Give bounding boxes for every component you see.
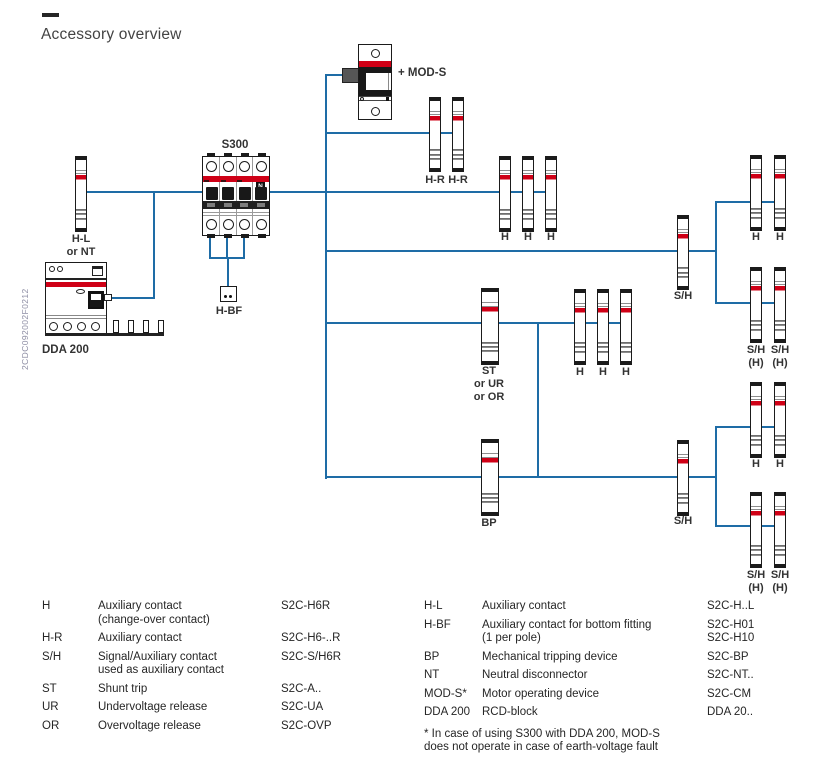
connection-tab: [104, 294, 112, 301]
test-button: [76, 289, 85, 294]
pole-marking: [221, 180, 226, 182]
terminal-screw: [63, 322, 72, 331]
latch-mark: [386, 97, 389, 101]
legend-part-line: S2C-NT..: [707, 669, 754, 681]
legend-row: [42, 632, 417, 646]
legend-part: [281, 720, 332, 734]
legend-desc-line: Overvoltage release: [98, 719, 201, 732]
wire-upper-split: [715, 201, 717, 304]
terminal-screw: [206, 219, 217, 230]
label-dda200: DDA 200: [42, 344, 89, 356]
label-or-nt: or NT: [66, 246, 96, 258]
label-h-r: H-R: [425, 174, 445, 186]
legend-part: [707, 669, 754, 683]
label-s-h: S/H: [770, 344, 790, 356]
mods-knob: [342, 68, 359, 83]
label-s-h-sub: (H): [748, 357, 764, 369]
legend-term: NT: [424, 669, 440, 681]
label-s-h: S/H: [746, 344, 766, 356]
legend-row: [42, 683, 417, 697]
busbar-tooth: [143, 320, 149, 333]
legend-part-line: S2C-UA: [281, 701, 324, 713]
legend-part-line: S2C-BP: [707, 650, 749, 663]
legend-term: ST: [42, 682, 57, 695]
side-line: [388, 73, 389, 90]
wire-upper-h-line: [715, 201, 780, 203]
legend-part: [281, 632, 340, 646]
top-tab: [92, 266, 103, 276]
legend-desc-line: Motor operating device: [482, 687, 599, 700]
toggle-handle: [239, 187, 251, 200]
din-clip: [258, 234, 266, 238]
panel-line: [203, 212, 269, 213]
toggle-handle: [255, 187, 267, 200]
busbar-window: [257, 203, 265, 207]
module-h-a2: [522, 156, 534, 232]
legend-desc-line: Auxiliary contact: [98, 632, 182, 644]
module-h-r-2: [452, 97, 464, 172]
din-clip: [207, 153, 215, 157]
indicator-hole: [57, 266, 63, 272]
breaker-s300: [202, 156, 270, 236]
module-sh-upper: [677, 215, 689, 290]
wire-lower-h-line: [715, 426, 780, 428]
wire-s300-drop-2: [226, 236, 228, 259]
busbar-tooth: [158, 320, 164, 333]
footnote-line: does not operate in case of earth-voltage fault: [424, 741, 658, 753]
legend-desc-line: RCD-block: [482, 706, 538, 718]
label-h: H: [752, 231, 760, 243]
legend-part: [281, 600, 330, 627]
legend-desc-line: Mechanical tripping device: [482, 650, 618, 663]
busbar-spine: [45, 333, 164, 336]
wire-s300-drop-3: [243, 236, 245, 259]
toggle-handle: [206, 187, 218, 200]
din-clip: [207, 234, 215, 238]
legend-desc-line: Shunt trip: [98, 682, 148, 695]
module-h-b2: [774, 155, 786, 231]
busbar-window: [240, 203, 248, 207]
switch-window: [91, 294, 101, 300]
label-s-h: S/H: [746, 569, 766, 581]
module-h-c1: [574, 289, 586, 365]
module-h-c3: [620, 289, 632, 365]
legend-desc: [98, 683, 281, 697]
terminal-screw: [223, 219, 234, 230]
module-h-c2: [597, 289, 609, 365]
label-s-h: S/H: [673, 515, 693, 527]
footnote-line: * In case of using S300 with DDA 200, MOD-S: [424, 727, 660, 740]
module-h-d2: [774, 382, 786, 458]
legend-part: [281, 683, 321, 697]
din-clip: [241, 153, 249, 157]
side-block: [359, 73, 366, 90]
terminal-screw: [256, 219, 267, 230]
terminal-screw: [239, 161, 250, 172]
legend-term: H-L: [424, 600, 443, 612]
module-h-d1: [750, 382, 762, 458]
legend-desc-line: Signal/Auxiliary contact: [98, 650, 217, 663]
legend-desc-line: Auxiliary contact: [482, 600, 566, 612]
wire-sh-upper-branch: [325, 250, 717, 252]
label-h: H: [622, 366, 630, 378]
wire-s300-drop-1: [209, 236, 211, 259]
legend-desc: [482, 619, 707, 646]
pole-separator: [219, 157, 220, 235]
legend-term: H-R: [42, 632, 63, 644]
legend-desc-line: Auxiliary contact for bottom fitting: [482, 618, 652, 631]
legend-part-line: S2C-H6R: [281, 600, 331, 612]
legend-term: H-BF: [424, 618, 451, 631]
din-clip: [258, 153, 266, 157]
label-s-h-sub: (H): [772, 357, 788, 369]
legend-desc-line: Auxiliary contact: [98, 600, 182, 612]
label-h: H: [547, 231, 555, 243]
legend-desc-line: (change-over contact): [98, 613, 210, 626]
wire-trunk: [325, 74, 327, 479]
legend-row: [424, 651, 804, 665]
label-mod-s: + MOD-S: [398, 67, 447, 79]
legend-part-line: S2C-H..L: [707, 600, 755, 612]
module-h-b1: [750, 155, 762, 231]
legend-row: [424, 600, 804, 614]
panel-line: [46, 315, 106, 316]
legend-desc: [482, 600, 707, 614]
module-shh-d1: [750, 492, 762, 568]
legend-part: [707, 600, 754, 614]
legend-row: [42, 651, 417, 678]
mounting-hole: [371, 107, 380, 116]
rcd-switch: [88, 291, 104, 309]
legend-part-line: DDA 20..: [707, 706, 754, 718]
panel-line: [46, 318, 106, 319]
label-h-l: H-L: [71, 233, 91, 245]
pole-marking: [204, 180, 209, 182]
label-s-h-sub: (H): [748, 582, 764, 594]
busbar-window: [224, 203, 232, 207]
legend-part-line: S2C-CM: [707, 687, 752, 700]
legend-row: [42, 720, 417, 734]
terminal-screw: [223, 161, 234, 172]
terminal-dot: [229, 295, 232, 298]
wire-bottom-branch: [325, 476, 717, 478]
module-h-bf: [220, 286, 237, 302]
red-marking-band: [46, 282, 106, 287]
legend-term: S/H: [42, 650, 62, 663]
legend-desc-line: Neutral disconnector: [482, 669, 588, 681]
legend-row: [424, 619, 804, 646]
legend-term: H: [42, 600, 51, 612]
legend-term: MOD-S*: [424, 687, 467, 700]
label-h: H: [776, 231, 784, 243]
indicator-hole: [49, 266, 55, 272]
busbar-window: [207, 203, 215, 207]
mounting-hole: [371, 49, 380, 58]
device-mod-s: [358, 44, 392, 120]
legend-row: [42, 701, 417, 715]
legend-row: [42, 600, 417, 627]
pole-separator: [252, 157, 253, 235]
legend-part-line: S2C-H10: [707, 632, 755, 644]
legend-desc-line: Undervoltage release: [98, 701, 208, 713]
terminal-screw: [206, 161, 217, 172]
label-h-bf: H-BF: [215, 305, 243, 317]
module-sh-lower: [677, 440, 689, 516]
document-code: 2CDC092002F0212: [20, 288, 30, 370]
legend-term: BP: [424, 650, 440, 663]
busbar-tooth: [128, 320, 134, 333]
legend-desc: [482, 651, 707, 665]
terminal-dot: [224, 295, 227, 298]
label-s-h: S/H: [673, 290, 693, 302]
busbar-tooth: [113, 320, 119, 333]
legend-part: [707, 706, 753, 720]
legend-part-line: S2C-OVP: [281, 719, 332, 732]
device-dda200: [45, 262, 165, 340]
module-h-a1: [499, 156, 511, 232]
panel-line: [46, 278, 106, 280]
label-h: H: [576, 366, 584, 378]
toggle-handle: [222, 187, 234, 200]
label-h: H: [776, 458, 784, 470]
legend-desc: [482, 706, 707, 720]
din-clip: [241, 234, 249, 238]
legend-desc-line: (1 per pole): [482, 632, 541, 644]
legend-desc: [482, 688, 707, 702]
legend-term: DDA 200: [424, 706, 471, 718]
module-shh-b1: [750, 267, 762, 343]
module-h-l: [75, 156, 87, 232]
legend-term: OR: [42, 719, 60, 732]
module-shh-d2: [774, 492, 786, 568]
legend-desc: [98, 600, 281, 627]
label-h: H: [501, 231, 509, 243]
module-h-a3: [545, 156, 557, 232]
label-h: H: [752, 458, 760, 470]
page-title: Accessory overview: [41, 26, 182, 43]
legend-row: [424, 688, 804, 702]
legend-part: [707, 688, 751, 702]
label-st: ST: [481, 365, 497, 377]
module-h-r-1: [429, 97, 441, 172]
pole-separator: [236, 157, 237, 235]
legend-left: [42, 600, 417, 738]
title-dash-rule: [42, 13, 59, 17]
legend-desc: [98, 651, 281, 678]
legend-footnote: [424, 728, 804, 755]
legend-row: [424, 706, 804, 720]
label-or-or: or OR: [473, 391, 505, 403]
terminal-screw: [49, 322, 58, 331]
label-bp: BP: [481, 517, 497, 529]
terminal-screw: [91, 322, 100, 331]
legend-desc: [98, 720, 281, 734]
wire-lower-split: [715, 426, 717, 527]
legend-desc: [482, 669, 707, 683]
terminal-screw: [77, 322, 86, 331]
terminal-screw: [239, 219, 250, 230]
legend-part-line: S2C-H6-..R: [281, 632, 341, 644]
legend-right: [424, 600, 804, 755]
label-h: H: [524, 231, 532, 243]
legend-term: UR: [42, 701, 59, 713]
label-s-h-sub: (H): [772, 582, 788, 594]
legend-part-line: S2C-A..: [281, 682, 322, 695]
legend-desc: [98, 632, 281, 646]
wire-upper-shh-line: [715, 302, 780, 304]
din-clip: [224, 234, 232, 238]
legend-part: [281, 701, 323, 715]
dda-body: [45, 262, 107, 334]
panel-line: [203, 215, 269, 216]
legend-part: [707, 619, 754, 646]
label-s300: S300: [221, 139, 249, 151]
label-or-ur: or UR: [474, 378, 504, 390]
wire-lower-shh-line: [715, 525, 780, 527]
legend-part-line: S2C-S/H6R: [281, 650, 342, 663]
screw: [360, 97, 364, 101]
label-h-r: H-R: [448, 174, 468, 186]
legend-desc: [98, 701, 281, 715]
wire-mid-drop: [537, 322, 539, 478]
din-clip: [224, 153, 232, 157]
wire-main-bus: [78, 191, 552, 193]
pole-marking: [237, 180, 242, 182]
module-st: [481, 288, 499, 365]
label-s-h: S/H: [770, 569, 790, 581]
wire-hbf-drop: [227, 257, 229, 287]
legend-part-line: S2C-H01: [707, 618, 755, 631]
legend-part: [707, 651, 749, 665]
legend-row: [424, 669, 804, 683]
module-shh-b2: [774, 267, 786, 343]
module-bp: [481, 439, 499, 516]
legend-part: [281, 651, 341, 678]
label-h: H: [599, 366, 607, 378]
legend-desc-line: used as auxiliary contact: [98, 664, 224, 676]
terminal-screw: [256, 161, 267, 172]
